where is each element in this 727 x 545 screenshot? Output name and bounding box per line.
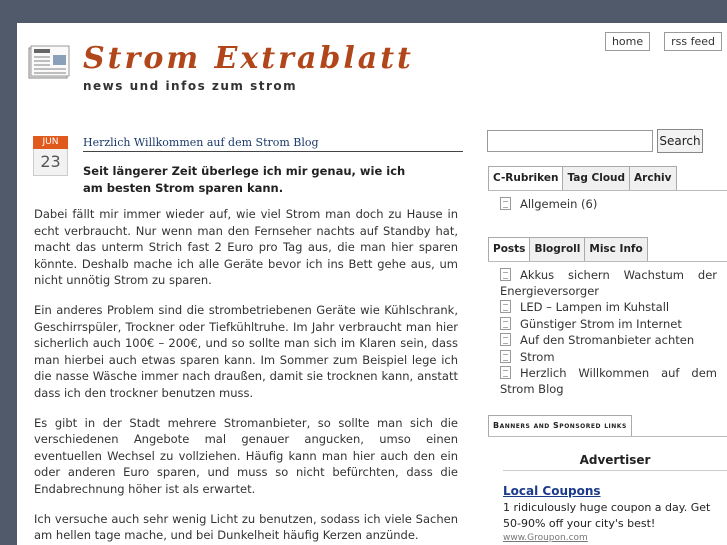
advertiser-heading: Advertiser bbox=[503, 453, 727, 471]
post-link[interactable]: Auf den Stromanbieter achten bbox=[520, 333, 695, 347]
post-paragraph: Ein anderes Problem sind die strombetriebenen Geräte wie Kühlschrank, Geschirrspüler, Trockner oder Tiefkühltruhe. Im Jahr verbraucht man hier sicherlich auch 100€ – 200€, und so sollte man sich im Klaren sein, dass man hierbei auch etwas sparen kann. Im Sommer zum Beispiel lege ich die nasse Wäsche immer nach draußen, damit sie trocknen kann, anstatt dass ich den trockner benutzen muss. bbox=[34, 302, 458, 400]
list-item[interactable] bbox=[500, 197, 717, 213]
tab-misc-info[interactable]: Misc Info bbox=[584, 237, 647, 261]
search-button[interactable]: Search bbox=[657, 129, 703, 153]
document-icon bbox=[500, 366, 511, 379]
tab-bar bbox=[488, 237, 727, 262]
post-paragraph: Ich versuche auch sehr wenig Licht zu benutzen, sodass ich viele Sachen am hellen tage mache, und bei Dunkelheit häufig Kerzen anzünde. bbox=[34, 511, 458, 543]
post-link[interactable]: LED – Lampen im Kuhstall bbox=[520, 300, 670, 314]
document-icon bbox=[500, 350, 511, 363]
list-item[interactable] bbox=[500, 333, 717, 349]
page bbox=[17, 23, 727, 545]
tab-posts[interactable]: Posts bbox=[488, 237, 530, 261]
post-link[interactable]: Akkus sichern Wachstum der Energieversorger bbox=[500, 268, 717, 298]
search-input[interactable] bbox=[487, 130, 653, 152]
category-link[interactable]: Allgemein (6) bbox=[520, 197, 598, 211]
post-link[interactable]: Herzlich Willkommen auf dem Strom Blog bbox=[500, 366, 717, 396]
site-title[interactable]: Strom Extrablatt bbox=[83, 41, 414, 76]
list-item[interactable] bbox=[500, 350, 717, 366]
post-body bbox=[34, 206, 458, 545]
tab-c-rubriken[interactable]: C-Rubriken bbox=[488, 166, 563, 190]
tab-archiv[interactable]: Archiv bbox=[629, 166, 676, 190]
ad-title-link[interactable]: Local Coupons bbox=[503, 484, 601, 498]
posts-tabbox bbox=[488, 237, 727, 398]
list-item[interactable] bbox=[500, 300, 717, 316]
ad-text: 1 ridiculously huge coupon a day. Get 50-90% off your city's best! bbox=[503, 501, 711, 530]
document-icon bbox=[500, 300, 511, 313]
tab-bar bbox=[488, 166, 727, 191]
banners-tab-bar bbox=[488, 413, 727, 437]
newspaper-icon bbox=[28, 45, 70, 81]
document-icon bbox=[500, 197, 511, 210]
document-icon bbox=[500, 333, 511, 346]
post-paragraph: Es gibt in der Stadt mehrere Stromanbieter, so sollte man sich die verschiedenen Angebote mal genauer angucken, umso einen eventuellen Wechsel zu vollziehen. Häufig kann man hier auch den ein oder anderen Euro sparen, und muss so nicht befürchten, dass die Endabrechnung höher ist als erwartet. bbox=[34, 415, 458, 496]
tab-blogroll[interactable]: Blogroll bbox=[529, 237, 585, 261]
list-item[interactable] bbox=[500, 268, 717, 299]
ad-url-link[interactable]: www.Groupon.com bbox=[503, 533, 588, 543]
site-tagline: news und infos zum strom bbox=[83, 79, 298, 93]
document-icon bbox=[500, 317, 511, 330]
list-item[interactable] bbox=[500, 366, 717, 397]
post-date-day: 23 bbox=[33, 149, 68, 176]
document-icon bbox=[500, 268, 511, 281]
home-link[interactable]: home bbox=[605, 32, 650, 51]
post-date-badge bbox=[33, 136, 68, 178]
categories-tabbox bbox=[488, 166, 727, 214]
post-link[interactable]: Günstiger Strom im Internet bbox=[520, 316, 682, 331]
tab-tag-cloud[interactable]: Tag Cloud bbox=[562, 166, 630, 190]
post-date-month: JUN bbox=[33, 136, 68, 149]
tab-banners[interactable]: Banners and Sponsored links bbox=[488, 415, 632, 436]
top-links bbox=[605, 32, 722, 51]
post-lead: Seit längerer Zeit überlege ich mir genau, wie ich am besten Strom sparen kann. bbox=[83, 164, 406, 195]
post-paragraph: Dabei fällt mir immer wieder auf, wie viel Strom man doch zu Hause in echt verbraucht. Nur wenn man den Fernseher nachts auf Standby hat, macht das unterm Strich fast 2 Euro pro Tag aus, die man hier sparen könnte. Deshalb mache ich alle Geräte bevor ich ins Bett gehe aus, um nicht unnötig Strom zu sparen. bbox=[34, 207, 458, 288]
post-link[interactable]: Strom bbox=[520, 349, 555, 364]
rss-feed-link[interactable]: rss feed bbox=[664, 32, 722, 51]
list-item[interactable] bbox=[500, 317, 717, 333]
post-title-link[interactable]: Herzlich Willkommen auf dem Strom Blog bbox=[83, 136, 463, 152]
tab-content bbox=[488, 191, 727, 213]
tab-content bbox=[488, 262, 727, 397]
